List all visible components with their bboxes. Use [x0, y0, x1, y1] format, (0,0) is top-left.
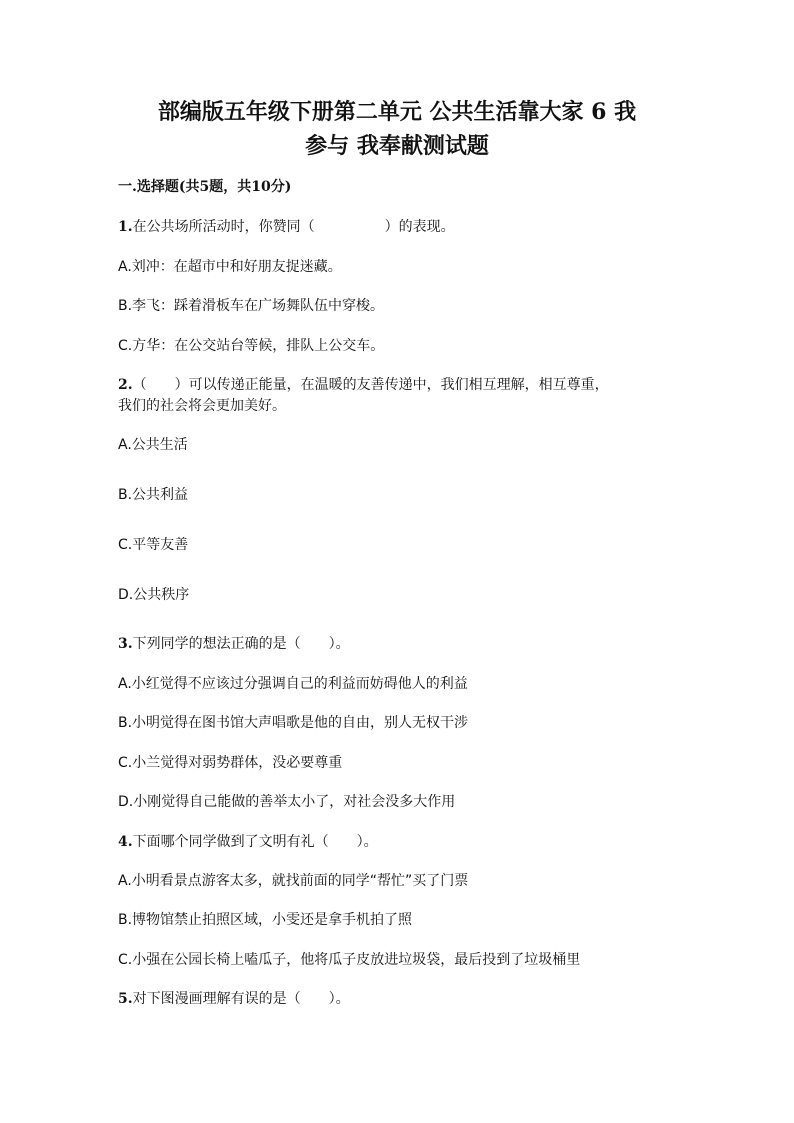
- question-number: 3.: [118, 636, 133, 652]
- option-4c: C.小强在公园长椅上嗑瓜子，他将瓜子皮放进垃圾袋，最后投到了垃圾桶里: [118, 952, 581, 968]
- question-number: 4.: [118, 834, 133, 850]
- option-2d: D.公共秩序: [118, 587, 190, 603]
- option-1b: B.李飞：踩着滑板车在广场舞队伍中穿梭。: [118, 298, 385, 314]
- option-3d: D.小刚觉得自己能做的善举太小了，对社会没多大作用: [118, 794, 456, 810]
- question-number: 5.: [118, 991, 133, 1007]
- option-2a: A.公共生活: [118, 437, 188, 453]
- option-3c: C.小兰觉得对弱势群体，没必要尊重: [118, 755, 343, 771]
- question-text: （ ）可以传递正能量，在温暖的友善传递中，我们相互理解，相互尊重，: [132, 377, 609, 393]
- question-text: 下面哪个同学做到了文明有礼（ ）。: [132, 834, 378, 850]
- question-4: [118, 832, 698, 853]
- section-heading: 一.选择题(共5题，共10分): [118, 179, 292, 195]
- question-number: 2.: [118, 377, 133, 393]
- option-4a: A.小明看景点游客太多，就找前面的同学“帮忙”买了门票: [118, 873, 469, 889]
- option-2b: B.公共利益: [118, 487, 189, 503]
- option-4b: B.博物馆禁止拍照区域，小雯还是拿手机拍了照: [118, 912, 413, 928]
- page-title-line-1: 部编版五年级下册第二单元 公共生活靠大家 6 我: [157, 99, 637, 125]
- question-text: 对下图漫画理解有误的是（ ）。: [132, 991, 350, 1007]
- question-2: [118, 375, 698, 396]
- question-text: 下列同学的想法正确的是（ ）。: [132, 636, 350, 652]
- option-1a: A.刘冲：在超市中和好朋友捉迷藏。: [118, 259, 342, 275]
- page-title-line-2: 参与 我奉献测试题: [305, 133, 489, 159]
- option-3b: B.小明觉得在图书馆大声唱歌是他的自由，别人无权干涉: [118, 715, 469, 731]
- question-5: [118, 989, 698, 1010]
- question-1: [118, 217, 698, 238]
- question-2-continued: 我们的社会将会更加美好。: [118, 398, 286, 414]
- question-number: 1.: [118, 219, 133, 235]
- question-text: 在公共场所活动时，你赞同（ ）的表现。: [132, 219, 455, 235]
- question-3: [118, 634, 698, 655]
- option-3a: A.小红觉得不应该过分强调自己的利益而妨碍他人的利益: [118, 676, 468, 692]
- option-2c: C.平等友善: [118, 537, 189, 553]
- option-1c: C.方华：在公交站台等候，排队上公交车。: [118, 338, 385, 354]
